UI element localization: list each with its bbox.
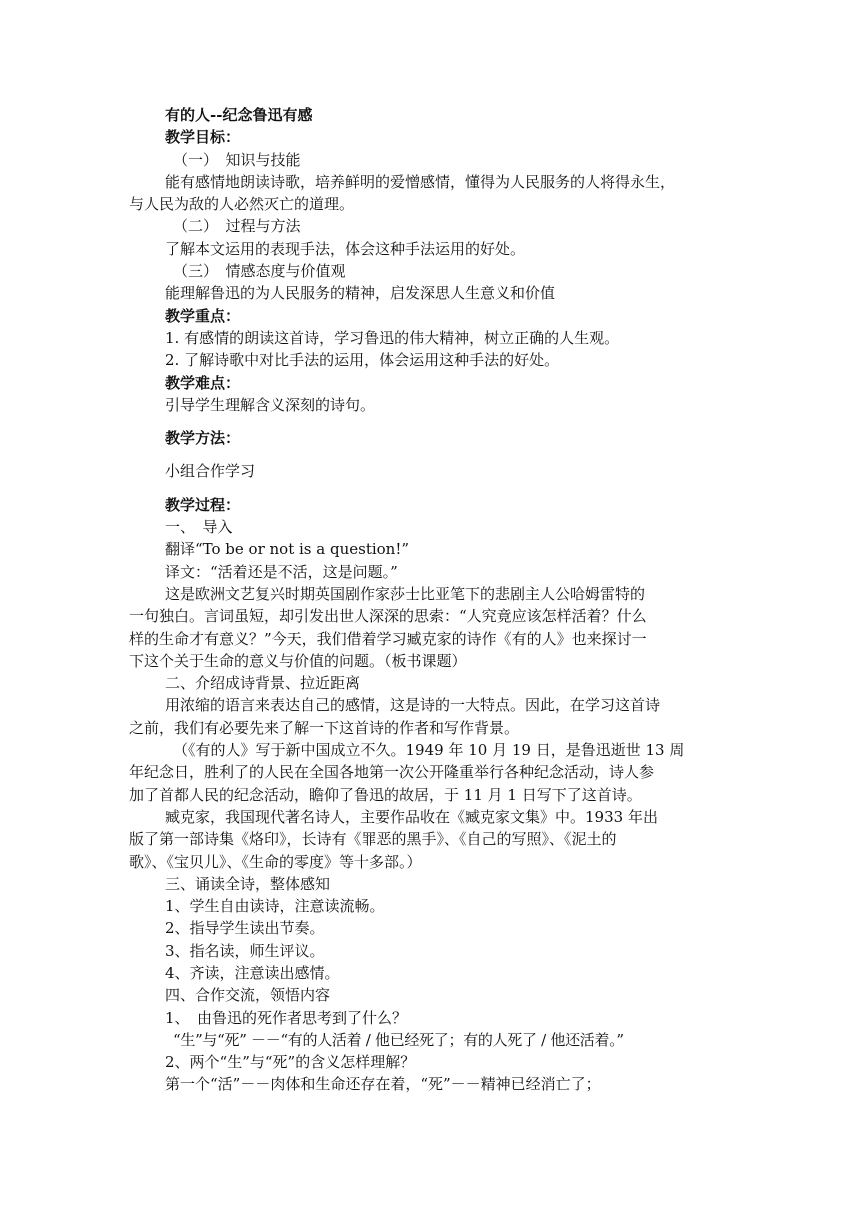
difficulties-heading: 教学难点： — [165, 373, 241, 392]
section-1-translation: 译文：“活着还是不活，这是问题。” — [165, 562, 398, 581]
section-1-heading: 一、 导入 — [165, 518, 233, 537]
key-point-item-1: 1. 有感情的朗读这首诗，学习鲁迅的伟大精神，树立正确的人生观。 — [165, 328, 620, 347]
section-4-answer-1: “生”与“死” －－“有的人活着 / 他已经死了；有的人死了 / 他还活着。” — [173, 1030, 624, 1049]
difficulties-text: 引导学生理解含义深刻的诗句。 — [165, 395, 376, 414]
key-point-item-2: 2. 了解诗歌中对比手法的运用，体会运用这种手法的好处。 — [165, 351, 560, 370]
document-page — [129, 104, 725, 1096]
methods-heading: 教学方法： — [165, 429, 241, 448]
key-points-heading: 教学重点： — [165, 306, 241, 325]
methods-text: 小组合作学习 — [165, 462, 256, 481]
knowledge-text-line-1: 能有感情地朗读诗歌，培养鲜明的爱憎感情，懂得为人民服务的人将得永生， — [165, 172, 676, 191]
section-3-item-2: 2、指导学生读出节奏。 — [165, 919, 325, 938]
section-3-heading: 三、诵读全诗，整体感知 — [165, 874, 331, 893]
section-2-para-line-1: 用浓缩的语言来表达自己的感情，这是诗的一大特点。因此，在学习这首诗 — [165, 696, 661, 715]
section-4-question-1: 1、 由鲁迅的死作者思考到了什么？ — [165, 1008, 408, 1027]
process-method-text: 了解本文运用的表现手法，体会这种手法运用的好处。 — [165, 239, 526, 258]
section-2-heading: 二、介绍成诗背景、拉近距离 — [165, 674, 361, 693]
section-1-translate: 翻译“To be or not is a question!” — [165, 540, 410, 559]
emotion-heading: （三） 情感态度与价值观 — [173, 262, 346, 281]
section-2-author-line-3: 歌》、《宝贝儿》、《生命的零度》等十多部。） — [129, 852, 422, 871]
section-3-item-3: 3、指名读，师生评议。 — [165, 941, 325, 960]
process-method-heading: （二） 过程与方法 — [173, 217, 301, 236]
section-2-author-line-1: 臧克家，我国现代著名诗人，主要作品收在《臧克家文集》中。1933 年出 — [165, 807, 658, 826]
emotion-text: 能理解鲁迅的为人民服务的精神，启发深思人生意义和价值 — [165, 284, 556, 303]
section-1-para-line-3: 样的生命才有意义？”今天，我们借着学习臧克家的诗作《有的人》也来探讨一 — [129, 629, 647, 648]
section-2-background-line-1: （《有的人》写于新中国成立不久。1949 年 10 月 19 日，是鲁迅逝世 13 周 — [173, 741, 685, 760]
knowledge-text-line-2: 与人民为敌的人必然灭亡的道理。 — [129, 195, 355, 214]
section-1-para-line-1: 这是欧洲文艺复兴时期英国剧作家莎士比亚笔下的悲剧主人公哈姆雷特的 — [165, 584, 646, 603]
section-1-para-line-4: 下这个关于生命的意义与价值的问题。（板书课题） — [129, 651, 467, 670]
section-2-background-line-2: 年纪念日，胜利了的人民在全国各地第一次公开隆重举行各种纪念活动，诗人参 — [129, 763, 655, 782]
doc-title: 有的人--纪念鲁迅有感 — [165, 106, 313, 124]
section-1-para-line-2: 一句独白。言词虽短，却引发出世人深深的思索：“人究竟应该怎样活着？什么 — [129, 607, 647, 626]
process-heading: 教学过程： — [165, 495, 241, 514]
section-4-answer-2: 第一个“活”－－肉体和生命还存在着，“死”－－精神已经消亡了； — [165, 1075, 601, 1094]
objectives-heading: 教学目标： — [165, 128, 241, 147]
section-3-item-4: 4、齐读，注意读出感情。 — [165, 963, 340, 982]
section-2-para-line-2: 之前，我们有必要先来了解一下这首诗的作者和写作背景。 — [129, 718, 520, 737]
section-4-heading: 四、合作交流，领悟内容 — [165, 986, 331, 1005]
section-3-item-1: 1、学生自由读诗，注意读流畅。 — [165, 897, 385, 916]
section-2-author-line-2: 版了第一部诗集《烙印》，长诗有《罪恶的黑手》、《自己的写照》、《泥土的 — [129, 830, 617, 849]
section-2-background-line-3: 加了首都人民的纪念活动，瞻仰了鲁迅的故居，于 11 月 1 日写下了这首诗。 — [129, 785, 642, 804]
knowledge-heading: （一） 知识与技能 — [173, 150, 301, 169]
section-4-question-2: 2、两个“生”与“死”的含义怎样理解？ — [165, 1053, 416, 1072]
